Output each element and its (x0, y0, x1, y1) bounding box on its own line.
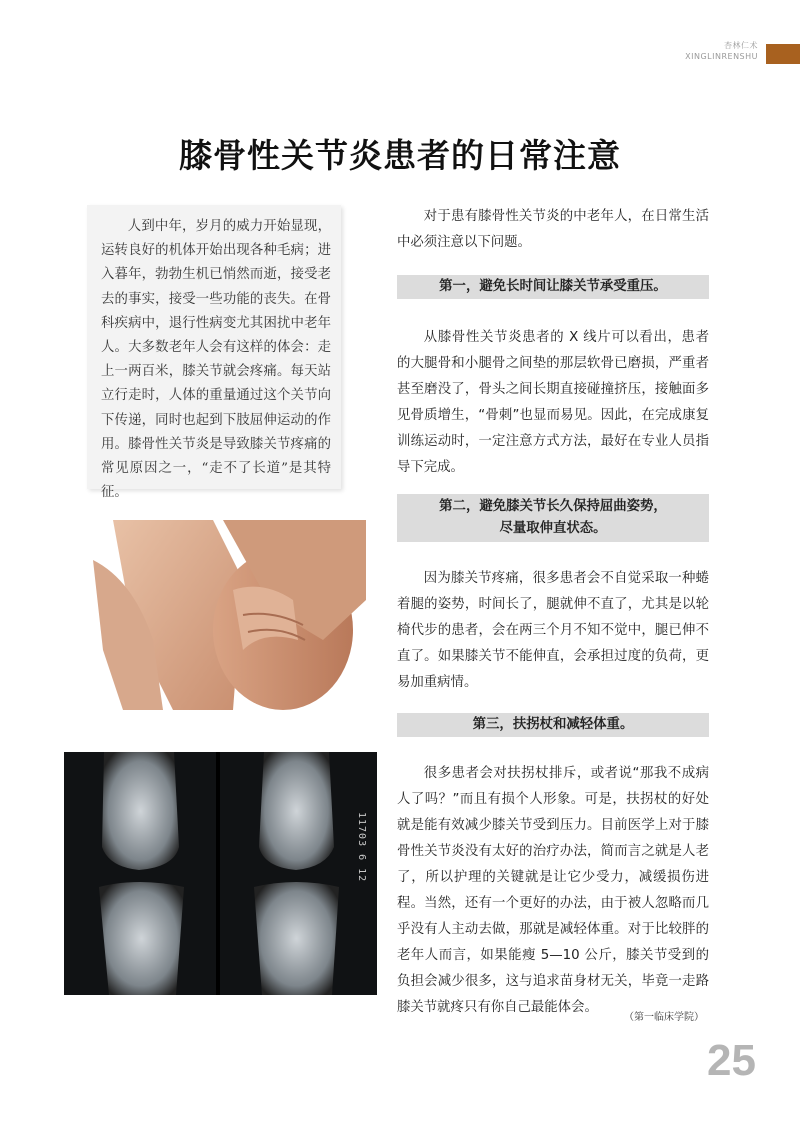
section-1-body: 从膝骨性关节炎患者的 X 线片可以看出，患者的大腿骨和小腿骨之间垫的那层软骨已磨损，严重者甚至磨没了，骨头之间长期直接碰撞挤压，接触面多见骨质增生，“骨刺”也显而易见。因此，在完成康复训练运动时，一定注意方式方法，最好在专业人员指导下完成。 (397, 330, 709, 475)
brand-chinese: 杏林仁术 (724, 41, 758, 50)
section-3-heading-text: 第三，扶拐杖和减轻体重。 (472, 717, 634, 732)
section-2-heading-line1: 第二，避免膝关节长久保持屈曲姿势， (439, 499, 667, 514)
knee-xray-image (64, 752, 377, 995)
brand-accent-bar (766, 44, 800, 64)
section-2-heading (397, 494, 709, 542)
section-2-heading-line2: 尽量取伸直状态。 (499, 521, 607, 536)
xray-label: 11703 6 12 (356, 812, 367, 883)
intro-box: 人到中年，岁月的威力开始显现，运转良好的机体开始出现各种毛病；进入暮年，勃勃生机已悄然而逝，接受老去的事实，接受一些功能的丧失。在骨科疾病中，退行性病变尤其困扰中老年人。大多数老年人会有这样的体会：走上一两百米，膝关节就会疼痛。每天站立行走时，人体的重量通过这个关节向下传递，同时也起到下肢屈伸运动的作用。膝骨性关节炎是导致膝关节疼痛的常见原因之一，“走不了长道”是其特征。 (87, 205, 341, 489)
xray-illustration (64, 752, 377, 995)
section-2-body: 因为膝关节疼痛，很多患者会不自觉采取一种蜷着腿的姿势，时间长了，腿就伸不直了，尤其是以轮椅代步的患者，会在两三个月不知不觉中，腿已伸不直了。如果膝关节不能伸直，会承担过度的负荷，更易加重病情。 (397, 571, 709, 690)
section-1-heading (397, 275, 709, 299)
knee-photo (93, 520, 366, 710)
xray-divider (216, 752, 220, 995)
section-3-body: 很多患者会对扶拐杖排斥，或者说“那我不成病人了吗？”而且有损个人形象。可是，扶拐杖的好处就是能有效减少膝关节受到压力。目前医学上对于膝骨性关节炎没有太好的治疗办法，简而言之就是人老了，所以护理的关键就是让它少受力，减缓损伤进程。当然，还有一个更好的办法，由于被人忽略而几乎没有人主动去做，那就是减轻体重。对于比较胖的老年人而言，如果能瘦 5—10 公斤，膝关节受到的负担会减少很多，这与追求苗身材无关，毕竟一走路膝关节就疼只有你自己最能体会。 (397, 766, 709, 1015)
article-intro-paragraph: 对于患有膝骨性关节炎的中老年人，在日常生活中必须注意以下问题。 (397, 209, 709, 250)
section-1-heading-text: 第一，避免长时间让膝关节承受重压。 (439, 279, 667, 294)
page-number: 25 (707, 1036, 756, 1085)
article-title: 膝骨性关节炎患者的日常注意 (179, 136, 621, 175)
section-3-heading (397, 713, 709, 737)
article-source: （第一临床学院） (624, 1012, 704, 1023)
brand-english: XINGLINRENSHU (685, 52, 758, 61)
knee-photo-illustration (93, 520, 366, 710)
header-brand (685, 40, 758, 62)
